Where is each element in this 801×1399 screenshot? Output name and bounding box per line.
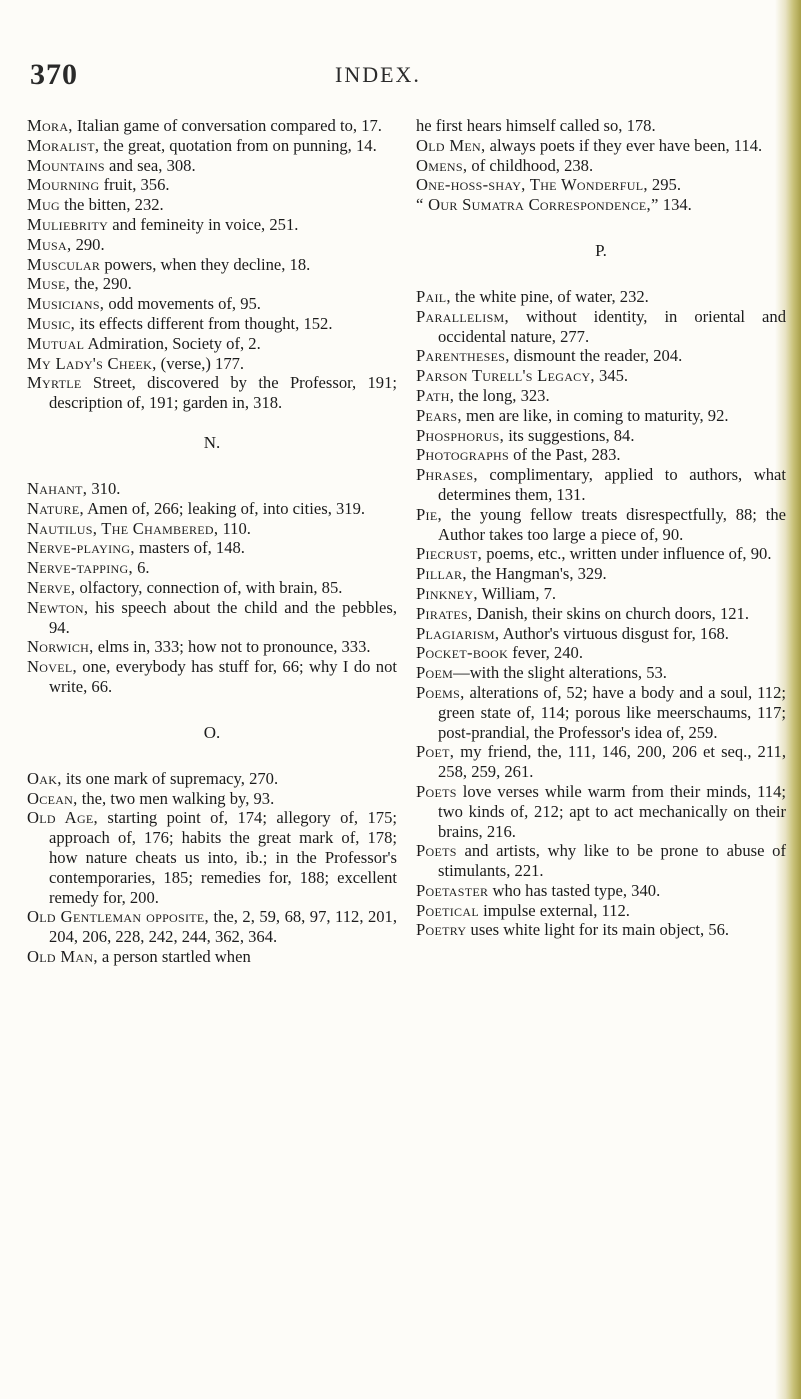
entry-headword: Muscular [27,254,101,274]
entry-text: Danish, their skins on church doors, 121. [472,603,749,623]
section-letter-n: N. [203,432,221,452]
entry-text: one, everybody has stuff for, 66; why I do not write, 66. [49,657,397,696]
entry-headword: Nerve-playing, [27,538,135,558]
entry-text: Italian game of conversation compared to, 17. [72,116,382,135]
entry-text: alterations of, 52; have a body and a soul, 112; green state of, 114; porous like meerschaums, 117; post-prandial, the Professor's idea of, 259. [438,682,786,742]
index-entry [416,366,786,386]
entry-headword: Phosphorus, [416,425,505,445]
entry-text: and femineity in voice, 251. [108,214,299,234]
index-entry [27,558,397,578]
index-entry [416,604,786,624]
entry-headword: Novel, [27,657,77,677]
index-entry [27,907,397,947]
right-column [416,116,786,940]
index-entry [27,255,397,275]
entry-text: a person startled when [97,946,251,966]
index-entry [416,742,786,782]
index-entry [27,479,397,499]
entry-headword: Pie, [416,504,442,524]
left-column [27,116,397,967]
index-entry [27,947,397,967]
entry-text: Street, discovered by the Professor, 191; description of, 191; garden in, 318. [49,373,397,413]
index-entry [416,584,786,604]
entry-text: masters of, 148. [134,538,245,558]
index-entry [416,881,786,901]
entry-headword: Myrtle [27,373,82,393]
index-entry [27,769,397,789]
entry-headword: Poets [416,781,457,801]
index-entry [27,657,397,697]
entry-text: of childhood, 238. [467,155,594,175]
index-entry [27,578,397,598]
entry-text: (verse,) 177. [156,353,245,373]
entry-headword: Old Men, [416,135,486,155]
entry-text: the, two men walking by, 93. [77,788,275,808]
index-entry [27,789,397,809]
index-entry [27,314,397,334]
index-entry [27,354,397,374]
entry-headword: Mourning [27,175,100,195]
entry-headword: Old Man, [27,946,98,966]
index-entry [416,841,786,881]
entry-headword: Nerve, [27,577,76,597]
entry-text: fruit, 356. [99,175,170,195]
entry-headword: Mutual [27,333,85,353]
index-entry [27,637,397,657]
index-entry [416,564,786,584]
entry-headword: Poets [416,841,457,861]
index-entry [416,346,786,366]
entry-headword: My Lady's Cheek, [27,353,157,373]
index-entry [27,235,397,255]
entries-o [27,769,397,967]
index-entry [416,624,786,644]
index-entry [416,406,786,426]
section-letter-p: P. [595,240,607,260]
entry-text: Admiration, Society of, 2. [84,333,261,353]
entry-headword: Musicians, [27,294,105,314]
entry-text: and sea, 308. [104,155,196,175]
entry-headword: Poetaster [416,880,489,900]
index-entry [416,505,786,545]
entry-headword: Parentheses, [416,346,510,366]
entry-headword: Poems, [416,682,465,702]
entry-text: without identity, in oriental and occidental nature, 277. [438,306,786,346]
entry-text: elms in, 333; how not to pronounce, 333. [93,637,371,657]
index-entry [416,663,786,683]
index-entry [27,334,397,354]
entry-text: uses white light for its main object, 56. [466,920,730,940]
entry-headword: Photographs [416,445,509,465]
entry-text: the white pine, of water, 232. [450,286,649,306]
entry-text: starting point of, 174; allegory of, 175; approach of, 176; habits the great mark of, 178; how nature cheats us into, ib.; in the Professor's contemporaries, 185; remedies for, 188; excellent remedy for, 200. [49,808,397,907]
index-entry [27,808,397,907]
index-entry [416,901,786,921]
index-entry [27,538,397,558]
entry-headword: Poem [416,663,454,683]
index-entry [416,175,786,195]
entry-text: powers, when they decline, 18. [100,254,311,274]
entry-headword: Nature, [27,498,84,518]
index-entry [27,156,397,176]
entries-p [416,287,786,940]
entries-n [27,479,397,697]
entry-headword: “ Our Sumatra Correspondence,” [416,195,659,215]
entry-headword: Old Gentleman opposite, [27,907,209,927]
index-entry [416,465,786,505]
page-header [0,58,801,98]
entry-text: always poets if they ever have been, 114. [485,135,763,155]
entry-text: Amen of, 266; leaking of, into cities, 319. [83,498,366,518]
entry-text: the long, 323. [454,385,550,405]
index-entry [416,386,786,406]
index-entry [416,307,786,347]
entry-text: impulse external, 112. [478,900,630,920]
index-entry [416,287,786,307]
entry-headword: One-hoss-shay, The Wonderful, [416,175,648,195]
entry-headword: Parson Turell's Legacy, [416,366,595,386]
entry-headword: Old Age, [27,808,98,828]
index-entry [27,519,397,539]
entry-text: —with the slight alterations, 53. [453,663,667,683]
entry-text: and artists, why like to be prone to abuse of stimulants, 221. [438,841,786,881]
index-entry [416,156,786,176]
entry-text: poems, etc., written under influence of, 90. [482,544,772,564]
entry-text: love verses while warm from their minds, 114; two kinds of, 212; apt to act mechanically on their brains, 216. [438,781,786,841]
entry-headword: Muliebrity [27,214,109,234]
index-entry [416,445,786,465]
index-entry [416,920,786,940]
entry-text: my friend, the, 111, 146, 200, 206 et seq., 211, 258, 259, 261. [438,742,786,782]
index-entry [416,683,786,742]
entry-headword: Pocket-book [416,643,509,663]
index-entry [27,175,397,195]
entries-m [27,116,397,413]
entry-headword: Pears, [416,405,462,425]
index-entry [27,499,397,519]
entry-headword: Norwich, [27,637,94,657]
entry-text: the, 2, 59, 68, 97, 112, 201, 204, 206, 228, 242, 244, 362, 364. [49,907,397,947]
entry-text: the, 290. [70,274,132,294]
index-entry [27,294,397,314]
entry-text: dismount the reader, 204. [509,346,683,366]
index-entry [27,373,397,413]
entry-text: the Hangman's, 329. [466,564,607,584]
entry-text: 310. [87,478,121,498]
entry-text: he first hears himself called so, 178. [416,116,656,135]
entry-headword: Newton, [27,597,89,617]
entry-headword: Poetry [416,920,467,940]
entry-text: 6. [132,558,150,578]
entry-headword: Pirates, [416,603,473,623]
entry-text: the great, quotation from on punning, 14. [99,135,377,155]
entry-text: of the Past, 283. [509,445,621,465]
entry-text: its effects different from thought, 152. [75,313,333,333]
index-entry [416,136,786,156]
entry-text: 134. [658,195,692,215]
entry-text: its one mark of supremacy, 270. [61,768,279,788]
entry-text: 110. [218,518,251,538]
index-entry [416,116,786,136]
entry-text: its suggestions, 84. [504,425,635,445]
index-entry [27,215,397,235]
entry-headword: Oak, [27,768,62,788]
entry-headword: Ocean, [27,788,78,808]
entry-text: 290. [71,234,105,254]
entry-headword: Muse, [27,274,71,294]
entry-headword: Mountains [27,155,105,175]
entry-headword: Nerve-tapping, [27,558,133,578]
entry-headword: Phrases, [416,465,478,485]
index-entry [27,274,397,294]
entry-headword: Mug [27,195,60,215]
entry-text: the young fellow treats disrespectfully, 88; the Author takes too large a piece of, 90. [438,504,786,544]
entry-text: men are like, in coming to maturity, 92. [461,405,729,425]
entry-headword: Parallelism, [416,306,509,326]
section-letter-o: O. [203,722,221,742]
entry-text: olfactory, connection of, with brain, 85. [75,577,343,597]
index-entry [416,544,786,564]
entry-headword: Mora, [27,116,73,135]
entry-headword: Pinkney, [416,583,478,603]
index-entry [416,195,786,215]
entry-headword: Plagiarism, [416,623,500,643]
entry-headword: Path, [416,385,455,405]
entry-headword: Musa, [27,234,72,254]
running-title: INDEX. [335,62,421,87]
entry-text: 295. [647,175,681,195]
index-entry [27,195,397,215]
entry-headword: Nahant, [27,478,88,498]
index-entry [27,116,397,136]
entry-headword: Moralist, [27,135,100,155]
entry-headword: Poetical [416,900,479,920]
index-entry [416,782,786,841]
entry-text: who has tasted type, 340. [488,880,661,900]
entry-text: complimentary, applied to authors, what determines them, 131. [438,465,786,504]
entry-text: fever, 240. [508,643,583,663]
entry-text: 345. [594,366,629,386]
entry-text: William, 7. [477,583,557,603]
entry-headword: Music, [27,313,76,333]
entry-headword: Nautilus, The Chambered, [27,518,219,538]
entries-o-continued [416,116,786,215]
index-entry [416,426,786,446]
entry-headword: Pail, [416,286,451,306]
index-entry [27,136,397,156]
entry-headword: Piecrust, [416,544,483,564]
entry-headword: Pillar, [416,564,467,584]
entry-headword: Poet, [416,742,455,762]
index-entry [27,598,397,638]
page-number: 370 [30,58,78,91]
entry-text: odd movements of, 95. [104,294,261,314]
entry-text: the bitten, 232. [60,195,164,215]
index-entry [416,643,786,663]
entry-headword: Omens, [416,155,468,175]
entry-text: his speech about the child and the pebbles, 94. [49,597,397,637]
entry-text: Author's virtuous disgust for, 168. [499,623,729,643]
